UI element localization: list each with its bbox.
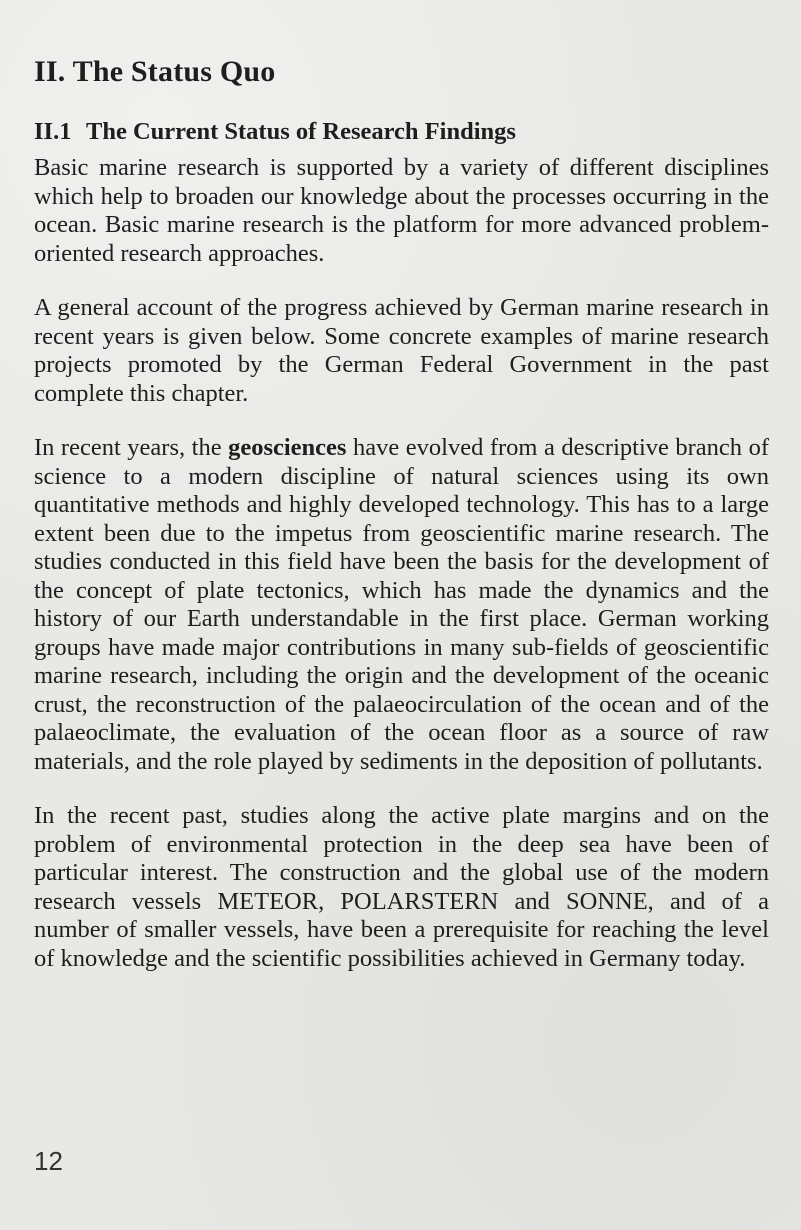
paragraph <box>34 294 769 408</box>
section-number: II.1 <box>34 118 72 145</box>
paragraph <box>34 434 769 776</box>
paragraph-text: A general account of the progress achieved by German marine research in recent years is given below. Some concrete examples of marine research projects promoted by the German Federal Government in the past complete this chapter. <box>34 294 769 407</box>
chapter-title: II. The Status Quo <box>34 55 276 88</box>
body-text <box>34 154 769 999</box>
paragraph-text: In the recent past, studies along the active plate margins and on the problem of environmental protection in the deep sea have been of particular interest. The construction and the global use of the modern research vessels METEOR, POLARSTERN and SONNE, and of a number of smaller vessels, have been a prerequisite for reaching the level of knowledge and the scientific possibilities achieved in Germany today. <box>34 802 769 972</box>
section-heading <box>34 117 516 147</box>
paragraph-text: In recent years, the <box>34 434 229 461</box>
paragraph-text: have evolved from a descriptive branch of science to a modern discipline of natural sciences using its own quantitative methods and highly developed technology. This has to a large extent been due to the impetus from geoscientific marine research. The studies conducted in this field have been the basis for the development of the concept of plate tectonics, which has made the dynamics and the history of our Earth understandable in the first place. German working groups have made major contributions in many sub-fields of geoscientific marine research, including the origin and the development of the oceanic crust, the reconstruction of the palaeocirculation of the ocean and of the palaeoclimate, the evaluation of the ocean floor as a source of raw materials, and the role played by sediments in the deposition of pollutants. <box>34 434 769 775</box>
emphasis-term: geosciences <box>228 434 347 461</box>
paragraph <box>34 154 769 268</box>
paragraph-text: Basic marine research is supported by a variety of different disciplines which help to broaden our knowledge about the processes occurring in the ocean. Basic marine research is the platform for more advanced problem-oriented research approaches. <box>34 154 769 267</box>
section-title: The Current Status of Research Findings <box>86 118 516 145</box>
page-number: 12 <box>34 1146 63 1176</box>
paragraph <box>34 802 769 973</box>
